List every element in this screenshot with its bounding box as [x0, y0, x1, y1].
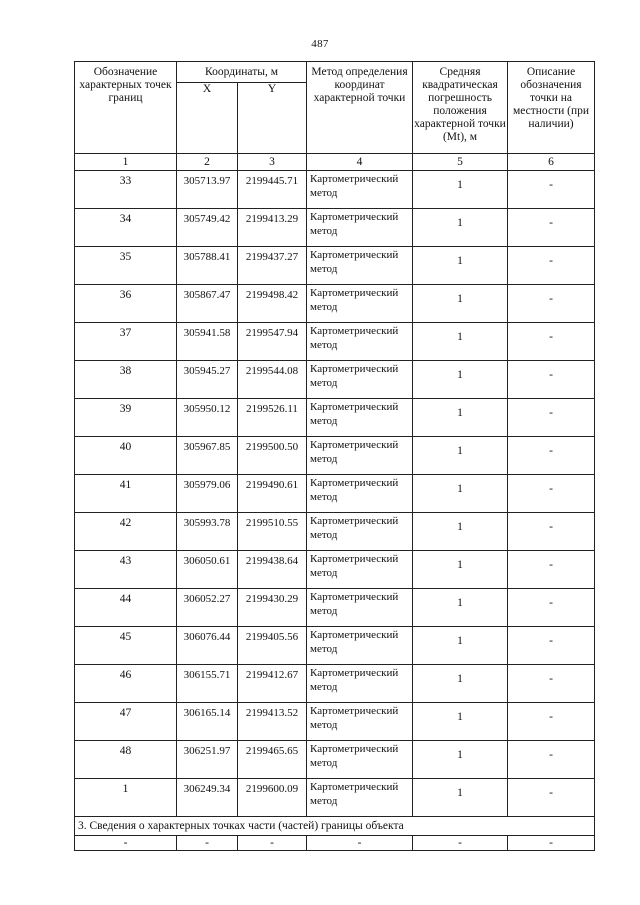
x-coordinate-cell: 305993.78: [177, 513, 238, 551]
point-cell: 38: [75, 361, 177, 399]
table-row: [75, 399, 595, 437]
method-cell: Картометрический метод: [307, 589, 413, 627]
x-coordinate-cell: 306076.44: [177, 627, 238, 665]
description-cell: -: [508, 171, 595, 209]
table-row: [75, 171, 595, 209]
description-cell: -: [508, 399, 595, 437]
error-cell: 1: [413, 361, 508, 399]
empty-cell: -: [75, 836, 177, 851]
y-coordinate-cell: 2199490.61: [238, 475, 307, 513]
error-cell: 1: [413, 627, 508, 665]
table-row: [75, 247, 595, 285]
description-cell: -: [508, 551, 595, 589]
x-coordinate-cell: 305867.47: [177, 285, 238, 323]
x-coordinate-cell: 306052.27: [177, 589, 238, 627]
method-cell: Картометрический метод: [307, 247, 413, 285]
table-row: [75, 361, 595, 399]
method-cell: Картометрический метод: [307, 209, 413, 247]
method-cell: Картометрический метод: [307, 779, 413, 817]
x-coordinate-cell: 305945.27: [177, 361, 238, 399]
y-coordinate-cell: 2199430.29: [238, 589, 307, 627]
empty-cell: -: [413, 836, 508, 851]
description-cell: -: [508, 475, 595, 513]
section-3-title: 3. Сведения о характерных точках части (частей) границы объекта: [75, 817, 595, 836]
table-row: [75, 589, 595, 627]
table-row: [75, 627, 595, 665]
method-cell: Картометрический метод: [307, 285, 413, 323]
header-description: Описание обозначения точки на местности (при наличии): [508, 62, 595, 154]
y-coordinate-cell: 2199465.65: [238, 741, 307, 779]
y-coordinate-cell: 2199438.64: [238, 551, 307, 589]
description-cell: -: [508, 703, 595, 741]
method-cell: Картометрический метод: [307, 361, 413, 399]
x-coordinate-cell: 306050.61: [177, 551, 238, 589]
point-cell: 40: [75, 437, 177, 475]
table-row: [75, 665, 595, 703]
error-cell: 1: [413, 171, 508, 209]
description-cell: -: [508, 741, 595, 779]
error-cell: 1: [413, 589, 508, 627]
column-number: 3: [238, 154, 307, 171]
header-x: X: [177, 83, 238, 154]
x-coordinate-cell: 305941.58: [177, 323, 238, 361]
column-number: 6: [508, 154, 595, 171]
header-coordinates-label: Координаты, м: [205, 65, 278, 78]
point-cell: 47: [75, 703, 177, 741]
point-cell: 1: [75, 779, 177, 817]
y-coordinate-cell: 2199544.08: [238, 361, 307, 399]
point-cell: 34: [75, 209, 177, 247]
section-3-row: [75, 817, 595, 836]
column-number: 1: [75, 154, 177, 171]
description-cell: -: [508, 361, 595, 399]
method-cell: Картометрический метод: [307, 513, 413, 551]
method-cell: Картометрический метод: [307, 551, 413, 589]
point-cell: 43: [75, 551, 177, 589]
description-cell: -: [508, 209, 595, 247]
column-number-row: [75, 154, 595, 171]
description-cell: -: [508, 513, 595, 551]
y-coordinate-cell: 2199413.29: [238, 209, 307, 247]
point-cell: 46: [75, 665, 177, 703]
method-cell: Картометрический метод: [307, 741, 413, 779]
header-method: Метод определения координат характерной точки: [307, 62, 413, 154]
header-point: Обозначение характерных точек границ: [75, 62, 177, 154]
column-number: 2: [177, 154, 238, 171]
point-cell: 36: [75, 285, 177, 323]
error-cell: 1: [413, 741, 508, 779]
column-number: 5: [413, 154, 508, 171]
error-cell: 1: [413, 779, 508, 817]
error-cell: 1: [413, 437, 508, 475]
error-cell: 1: [413, 209, 508, 247]
point-cell: 37: [75, 323, 177, 361]
method-cell: Картометрический метод: [307, 665, 413, 703]
description-cell: -: [508, 665, 595, 703]
table-row: [75, 437, 595, 475]
y-coordinate-cell: 2199500.50: [238, 437, 307, 475]
x-coordinate-cell: 306251.97: [177, 741, 238, 779]
error-cell: 1: [413, 665, 508, 703]
point-cell: 33: [75, 171, 177, 209]
table-row: [75, 741, 595, 779]
method-cell: Картометрический метод: [307, 475, 413, 513]
y-coordinate-cell: 2199445.71: [238, 171, 307, 209]
point-cell: 35: [75, 247, 177, 285]
point-cell: 39: [75, 399, 177, 437]
x-coordinate-cell: 305788.41: [177, 247, 238, 285]
table-row: [75, 513, 595, 551]
x-coordinate-cell: 305713.97: [177, 171, 238, 209]
point-cell: 45: [75, 627, 177, 665]
description-cell: -: [508, 779, 595, 817]
method-cell: Картометрический метод: [307, 703, 413, 741]
x-coordinate-cell: 305967.85: [177, 437, 238, 475]
empty-cell: -: [307, 836, 413, 851]
y-coordinate-cell: 2199510.55: [238, 513, 307, 551]
error-cell: 1: [413, 551, 508, 589]
y-coordinate-cell: 2199413.52: [238, 703, 307, 741]
header-coordinates: [177, 62, 307, 83]
empty-cell: -: [177, 836, 238, 851]
error-cell: 1: [413, 475, 508, 513]
x-coordinate-cell: 306165.14: [177, 703, 238, 741]
point-cell: 48: [75, 741, 177, 779]
y-coordinate-cell: 2199412.67: [238, 665, 307, 703]
y-coordinate-cell: 2199600.09: [238, 779, 307, 817]
table-row: [75, 475, 595, 513]
header-y: Y: [238, 83, 307, 154]
x-coordinate-cell: 305950.12: [177, 399, 238, 437]
x-coordinate-cell: 305979.06: [177, 475, 238, 513]
empty-cell: -: [508, 836, 595, 851]
error-cell: 1: [413, 703, 508, 741]
description-cell: -: [508, 323, 595, 361]
error-cell: 1: [413, 247, 508, 285]
method-cell: Картометрический метод: [307, 323, 413, 361]
table-row: [75, 285, 595, 323]
x-coordinate-cell: 305749.42: [177, 209, 238, 247]
y-coordinate-cell: 2199526.11: [238, 399, 307, 437]
empty-cell: -: [238, 836, 307, 851]
column-number: 4: [307, 154, 413, 171]
x-coordinate-cell: 306155.71: [177, 665, 238, 703]
description-cell: -: [508, 627, 595, 665]
table-row: [75, 209, 595, 247]
error-cell: 1: [413, 399, 508, 437]
point-cell: 42: [75, 513, 177, 551]
header-error: Средняя квадратическая погрешность положения характерной точки (Mt), м: [413, 62, 508, 154]
y-coordinate-cell: 2199437.27: [238, 247, 307, 285]
method-cell: Картометрический метод: [307, 627, 413, 665]
table-row: [75, 779, 595, 817]
point-cell: 44: [75, 589, 177, 627]
y-coordinate-cell: 2199498.42: [238, 285, 307, 323]
method-cell: Картометрический метод: [307, 437, 413, 475]
description-cell: -: [508, 589, 595, 627]
table-row: [75, 703, 595, 741]
point-cell: 41: [75, 475, 177, 513]
table-row: [75, 551, 595, 589]
y-coordinate-cell: 2199405.56: [238, 627, 307, 665]
x-coordinate-cell: 306249.34: [177, 779, 238, 817]
description-cell: -: [508, 437, 595, 475]
section-3-empty-row: [75, 836, 595, 851]
description-cell: -: [508, 247, 595, 285]
error-cell: 1: [413, 513, 508, 551]
table-row: [75, 323, 595, 361]
coordinates-table: [74, 61, 595, 851]
page-number: 487: [311, 38, 329, 50]
error-cell: 1: [413, 285, 508, 323]
error-cell: 1: [413, 323, 508, 361]
method-cell: Картометрический метод: [307, 399, 413, 437]
description-cell: -: [508, 285, 595, 323]
method-cell: Картометрический метод: [307, 171, 413, 209]
y-coordinate-cell: 2199547.94: [238, 323, 307, 361]
